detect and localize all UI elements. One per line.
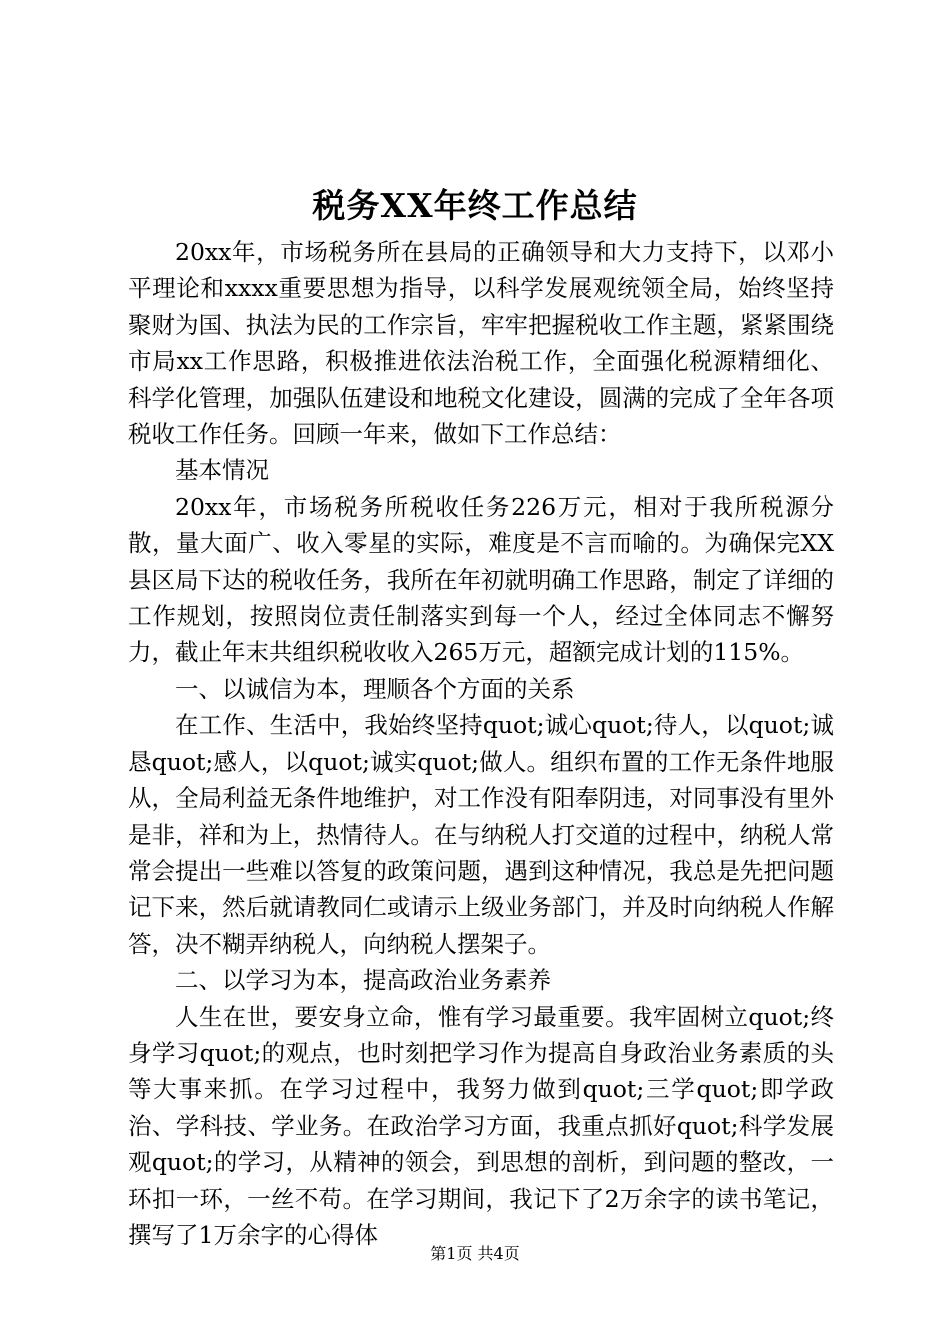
section-heading-learning: 二、以学习为本，提高政治业务素养 xyxy=(175,966,551,995)
document-body xyxy=(128,234,834,1253)
basic-situation-paragraph: 20xx年，市场税务所税收任务226万元，相对于我所税源分散，量大面广、收入零星的实际，难度是不言而喻的。为确保完XX县区局下达的税收任务，我所在年初就明确工作思路，制定了详细的工作规划，按照岗位责任制落实到每一个人，经过全体同志不懈努力，截止年末共组织税收收入265万元，超额完成计划的115%。 xyxy=(128,492,834,667)
integrity-paragraph: 在工作、生活中，我始终坚持quot;诚心quot;待人，以quot;诚恳quot;感人，以quot;诚实quot;做人。组织布置的工作无条件地服从，全局利益无条件地维护，对工作没有阳奉阴违，对同事没有里外是非，祥和为上，热情待人。在与纳税人打交道的过程中，纳税人常常会提出一些难以答复的政策问题，遇到这种情况，我总是先把问题记下来，然后就请教同仁或请示上级业务部门，并及时向纳税人作解答，决不糊弄纳税人，向纳税人摆架子。 xyxy=(128,711,834,958)
intro-paragraph: 20xx年，市场税务所在县局的正确领导和大力支持下，以邓小平理论和xxxx重要思想为指导，以科学发展观统领全局，始终坚持聚财为国、执法为民的工作宗旨，牢牢把握税收工作主题，紧紧围绕市局xx工作思路，积极推进依法治税工作，全面强化税源精细化、科学化管理，加强队伍建设和地税文化建设，圆满的完成了全年各项税收工作任务。回顾一年来，做如下工作总结： xyxy=(128,238,834,449)
page-footer: 第1页 共4页 xyxy=(430,1244,520,1263)
learning-paragraph: 人生在世，要安身立命，惟有学习最重要。我牢固树立quot;终身学习quot;的观点，也时刻把学习作为提高自身政治业务素质的头等大事来抓。在学习过程中，我努力做到quot;三学quot;即学政治、学科技、学业务。在政治学习方面，我重点抓好quot;科学发展观quot;的学习，从精神的领会，到思想的剖析，到问题的整改，一环扣一环，一丝不苟。在学习期间，我记下了2万余字的读书笔记，撰写了1万余字的心得体 xyxy=(128,1002,834,1249)
section-heading-basic: 基本情况 xyxy=(175,456,269,485)
document-title: 税务XX年终工作总结 xyxy=(312,186,638,225)
section-heading-integrity: 一、以诚信为本，理顺各个方面的关系 xyxy=(175,674,575,703)
